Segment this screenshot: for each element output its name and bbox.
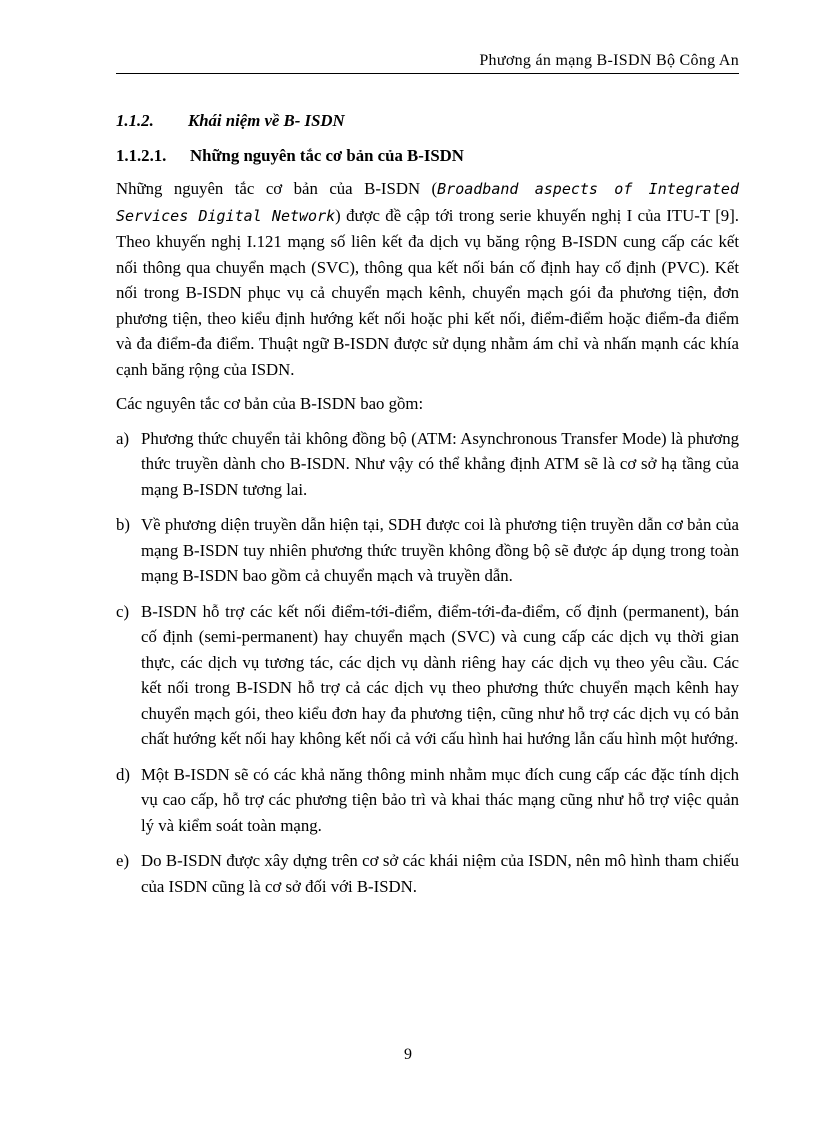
list-item-text: Về phương diện truyền dẫn hiện tại, SDH được coi là phương tiện truyền dẫn cơ bản của mạng B-ISDN tuy nhiên phương thức truyền không đồng bộ sẽ được áp dụng trong toàn mạng B-ISDN bao gồm cả chuyển mạch và truyền dẫn. (141, 515, 739, 585)
subsection-number: 1.1.2.1. (116, 145, 167, 165)
intro-text-after: ) được đề cập tới trong serie khuyến nghị I của ITU-T [9]. Theo khuyến nghị I.121 mạng số liên kết đa dịch vụ băng rộng B-ISDN cung cấp các kết nối thông qua chuyển mạch (SVC), thông qua kết nối bán cố định hay cố định (PVC). Kết nối trong B-ISDN phục vụ cả chuyển mạch kênh, chuyển mạch gói đa phương tiện, đơn phương tiện, theo kiểu định hướng kết nối hoặc phi kết nối, điểm-điểm hoặc điểm-đa điểm và đa điểm-đa điểm. Thuật ngữ B-ISDN được sử dụng nhằm ám chỉ và nhấn mạnh các khía cạnh băng rộng của ISDN. (116, 205, 739, 379)
list-item (116, 848, 739, 899)
page-number: 9 (404, 1046, 412, 1063)
list-item-text: B-ISDN hỗ trợ các kết nối điểm-tới-điểm, điểm-tới-đa-điểm, cố định (permanent), bán cố định (semi-permanent) hay chuyển mạch (SVC) và cung cấp các dịch vụ thời gian thực, các dịch vụ tương tác, các dịch vụ dành riêng hay các dịch vụ theo yêu cầu. Các kết nối trong B-ISDN hỗ trợ cả các dịch vụ theo phương thức chuyển mạch kênh hay chuyển mạch gói, theo kiểu đơn hay đa phương tiện, cũng như hỗ trợ các dịch vụ có bản chất hướng kết nối hay không kết nối cả với cấu hình hai hướng lẫn cấu hình một hướng. (141, 601, 739, 748)
running-header: Phương án mạng B-ISDN Bộ Công An (479, 52, 739, 69)
list-item (116, 762, 739, 839)
list-item-text: Một B-ISDN sẽ có các khả năng thông minh nhằm mục đích cung cấp các đặc tính dịch vụ cao cấp, hỗ trợ các phương tiện bảo trì và khai thác mạng cũng như hỗ trợ việc quản lý và kiểm soát toàn mạng. (141, 764, 739, 835)
list-marker: c) (116, 601, 130, 621)
list-marker: d) (116, 764, 130, 784)
header-rule (116, 73, 739, 74)
list-item (116, 426, 739, 503)
list-marker: e) (116, 851, 130, 870)
intro-term: Broadband aspects of Integrated Services Digital Network (116, 180, 739, 225)
section-number: 1.1.2. (116, 111, 154, 130)
subsection-title: Những nguyên tắc cơ bản của B-ISDN (190, 145, 464, 165)
document-body (116, 108, 739, 909)
subsection-heading (116, 143, 739, 169)
section-title: Khái niệm về B- ISDN (188, 111, 345, 130)
list-item (116, 512, 739, 589)
principles-list (116, 426, 739, 900)
list-marker: a) (116, 428, 130, 448)
list-item-text: Phương thức chuyển tải không đồng bộ (ATM: Asynchronous Transfer Mode) là phương thức truyền dành cho B-ISDN. Như vậy có thể khẳng định ATM sẽ là cơ sở hạ tầng của mạng B-ISDN tương lai. (141, 428, 739, 499)
list-item-text: Do B-ISDN được xây dựng trên cơ sở các khái niệm của ISDN, nên mô hình tham chiếu của ISDN cũng là cơ sở đối với B-ISDN. (141, 851, 739, 896)
intro-text-before: Những nguyên tắc cơ bản của B-ISDN ( (116, 179, 438, 198)
intro-paragraph (116, 176, 739, 382)
section-heading (116, 108, 739, 134)
list-marker: b) (116, 515, 130, 534)
list-intro: Các nguyên tắc cơ bản của B-ISDN bao gồm: (116, 394, 424, 413)
list-item (116, 599, 739, 752)
